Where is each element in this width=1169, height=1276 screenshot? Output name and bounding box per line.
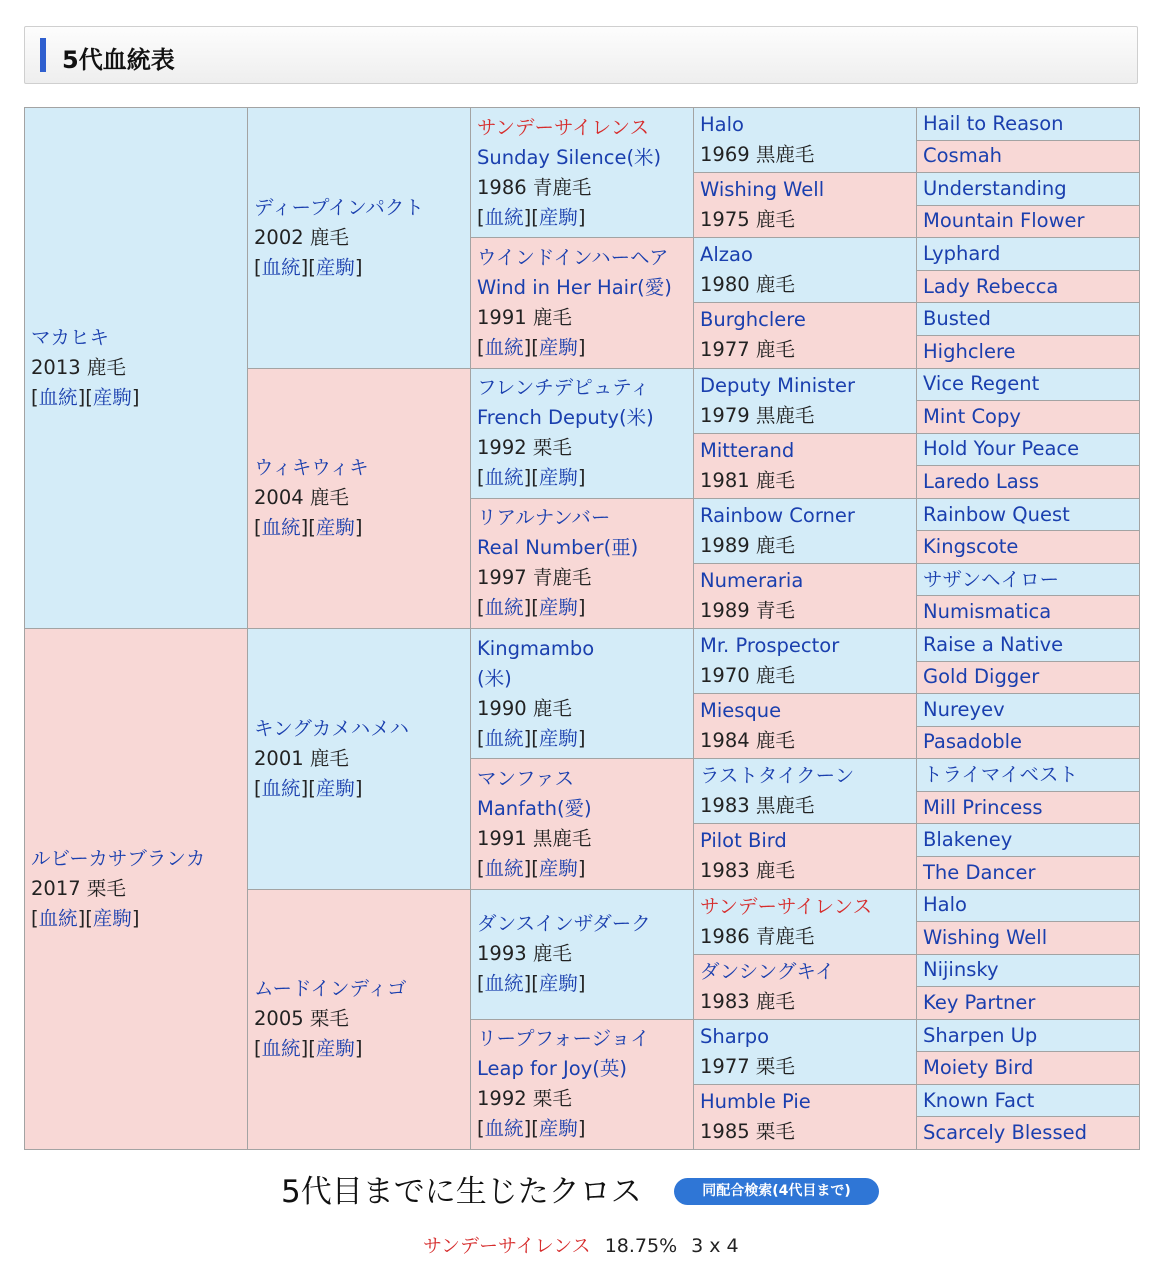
birth-year-coat: 2005 栗毛 bbox=[254, 1007, 349, 1031]
pedigree-links: [血統][産駒] bbox=[477, 856, 586, 880]
horse-name-link[interactable]: Cosmah bbox=[923, 144, 1003, 168]
horse-name-link[interactable]: Known Fact bbox=[923, 1088, 1035, 1112]
horse-name-link[interactable]: Busted bbox=[923, 307, 991, 331]
horse-name-link[interactable]: サンデーサイレンス bbox=[700, 894, 873, 918]
gen4-cell bbox=[694, 108, 917, 173]
horse-name-link[interactable]: Burghclere bbox=[700, 308, 806, 332]
pedigree-link[interactable]: 血統 bbox=[261, 1037, 301, 1061]
pedigree-link[interactable]: 血統 bbox=[261, 516, 301, 540]
gen2-cell bbox=[248, 629, 471, 890]
gen2-cell bbox=[248, 108, 471, 369]
birth-year-coat: 1983 鹿毛 bbox=[700, 989, 795, 1013]
gen4-cell bbox=[694, 759, 917, 824]
horse-english-name-link[interactable]: Manfath(愛) bbox=[477, 796, 592, 820]
gen5-cell bbox=[917, 922, 1140, 955]
pedigree-link[interactable]: 血統 bbox=[261, 776, 301, 800]
birth-year-coat: 1984 鹿毛 bbox=[700, 729, 795, 753]
birth-year-coat: 1991 鹿毛 bbox=[477, 305, 572, 329]
gen5-cell bbox=[917, 954, 1140, 987]
gen3-cell bbox=[471, 889, 694, 1019]
birth-year-coat: 1979 黒鹿毛 bbox=[700, 403, 815, 427]
birth-year-coat: 1981 鹿毛 bbox=[700, 468, 795, 492]
gen5-cell bbox=[917, 563, 1140, 596]
pedigree-link[interactable]: 血統 bbox=[484, 596, 524, 620]
horse-name-link[interactable]: トライマイベスト bbox=[923, 763, 1079, 787]
horse-english-name-link[interactable]: Sunday Silence(米) bbox=[477, 145, 662, 169]
horse-name-link[interactable]: Sharpen Up bbox=[923, 1023, 1038, 1047]
gen5-cell bbox=[917, 856, 1140, 889]
horse-name-link[interactable]: Lyphard bbox=[923, 242, 1001, 266]
horse-name-link[interactable]: キングカメハメハ bbox=[254, 716, 410, 740]
gen4-cell bbox=[694, 433, 917, 498]
horse-name-link[interactable]: Halo bbox=[700, 113, 744, 137]
section-header bbox=[24, 26, 1138, 84]
gen5-cell bbox=[917, 694, 1140, 727]
pedigree-links: [血統][産駒] bbox=[254, 1037, 363, 1061]
gen3-cell bbox=[471, 108, 694, 238]
pedigree-link[interactable]: 血統 bbox=[484, 466, 524, 490]
horse-name-link[interactable]: Wishing Well bbox=[700, 178, 825, 202]
horse-name-link[interactable]: Miesque bbox=[700, 699, 782, 723]
horse-name-link[interactable]: Wishing Well bbox=[923, 925, 1048, 949]
gen2-cell bbox=[248, 368, 471, 629]
gen3-cell bbox=[471, 498, 694, 628]
birth-year-coat: 1991 黒鹿毛 bbox=[477, 826, 592, 850]
gen5-cell bbox=[917, 498, 1140, 531]
horse-name-link[interactable]: Nureyev bbox=[923, 697, 1005, 721]
gen4-cell bbox=[694, 303, 917, 368]
pedigree-links: [血統][産駒] bbox=[477, 466, 586, 490]
pedigree-links: [血統][産駒] bbox=[477, 726, 586, 750]
horse-name-link[interactable]: リープフォージョイ bbox=[477, 1027, 650, 1051]
progeny-link[interactable]: 産駒 bbox=[538, 335, 578, 359]
horse-name-link[interactable]: サザンヘイロー bbox=[923, 567, 1060, 591]
gen5-cell bbox=[917, 1117, 1140, 1150]
birth-year-coat: 2001 鹿毛 bbox=[254, 746, 349, 770]
horse-name-link[interactable]: ウインドインハーヘア bbox=[477, 245, 669, 269]
progeny-link[interactable]: 産駒 bbox=[538, 726, 578, 750]
gen5-cell bbox=[917, 987, 1140, 1020]
gen2-cell bbox=[248, 889, 471, 1150]
gen5-cell bbox=[917, 401, 1140, 434]
gen5-cell bbox=[917, 303, 1140, 336]
birth-year-coat: 1990 鹿毛 bbox=[477, 696, 572, 720]
horse-name-link[interactable]: Mill Princess bbox=[923, 795, 1043, 819]
pedigree-links: [血統][産駒] bbox=[477, 335, 586, 359]
gen4-cell bbox=[694, 629, 917, 694]
horse-name-link[interactable]: Moiety Bird bbox=[923, 1056, 1034, 1080]
horse-name-link[interactable]: ダンシングキイ bbox=[700, 959, 835, 983]
horse-name-link[interactable]: ムードインディゴ bbox=[254, 977, 407, 1001]
header-accent-bar bbox=[40, 38, 46, 72]
cross-item bbox=[423, 1231, 739, 1258]
birth-year-coat: 1986 青鹿毛 bbox=[700, 924, 815, 948]
horse-name-link[interactable]: Rainbow Quest bbox=[923, 502, 1070, 526]
gen5-cell bbox=[917, 205, 1140, 238]
cross-horse-link[interactable]: サンデーサイレンス bbox=[423, 1235, 591, 1257]
gen1-cell bbox=[25, 108, 248, 629]
horse-name-link[interactable]: ラストタイクーン bbox=[700, 764, 855, 788]
birth-year-coat: 1970 鹿毛 bbox=[700, 664, 795, 688]
horse-name-link[interactable]: Mountain Flower bbox=[923, 209, 1085, 233]
horse-name-link[interactable]: フレンチデピュティ bbox=[477, 376, 650, 400]
gen3-cell bbox=[471, 759, 694, 889]
gen4-cell bbox=[694, 498, 917, 563]
horse-english-name-link[interactable]: Wind in Her Hair(愛) bbox=[477, 275, 672, 299]
pedigree-link[interactable]: 血統 bbox=[484, 726, 524, 750]
gen4-cell bbox=[694, 1019, 917, 1084]
horse-name-link[interactable]: Gold Digger bbox=[923, 665, 1040, 689]
pedigree-links: [血統][産駒] bbox=[254, 516, 363, 540]
progeny-link[interactable]: 産駒 bbox=[92, 907, 132, 930]
horse-name-link[interactable]: Hail to Reason bbox=[923, 111, 1064, 135]
gen5-cell bbox=[917, 824, 1140, 857]
gen4-cell bbox=[694, 563, 917, 628]
cross-pattern: 3 x 4 bbox=[691, 1235, 739, 1257]
horse-name-link[interactable]: Vice Regent bbox=[923, 372, 1040, 396]
pedigree-link[interactable]: 血統 bbox=[484, 1117, 524, 1141]
birth-year-coat: 1977 鹿毛 bbox=[700, 338, 795, 362]
horse-name-link[interactable]: Mitterand bbox=[700, 438, 795, 462]
progeny-link[interactable]: 産駒 bbox=[538, 466, 578, 490]
horse-name-link[interactable]: リアルナンバー bbox=[477, 506, 611, 530]
pedigree-table bbox=[24, 107, 1140, 1150]
birth-year-coat: 1989 鹿毛 bbox=[700, 533, 795, 557]
pedigree-link[interactable]: 血統 bbox=[484, 856, 524, 880]
gen4-cell bbox=[694, 173, 917, 238]
gen3-cell bbox=[471, 629, 694, 759]
gen4-cell bbox=[694, 1084, 917, 1149]
gen5-cell bbox=[917, 433, 1140, 466]
horse-name-link[interactable]: Numismatica bbox=[923, 600, 1052, 624]
pedigree-link[interactable]: 血統 bbox=[484, 972, 524, 996]
birth-year-coat: 1983 黒鹿毛 bbox=[700, 794, 815, 818]
horse-name-link[interactable]: サンデーサイレンス bbox=[477, 115, 650, 139]
gen5-cell bbox=[917, 466, 1140, 499]
pedigree-links: [血統][産駒] bbox=[254, 776, 363, 800]
horse-name-link[interactable]: ウィキウィキ bbox=[254, 456, 369, 480]
gen5-cell bbox=[917, 173, 1140, 206]
birth-year-coat: 1983 鹿毛 bbox=[700, 859, 795, 883]
crosses-title: 5代目までに生じたクロス bbox=[281, 1174, 642, 1210]
same-mating-search-button[interactable]: 同配合検索(4代目まで) bbox=[674, 1178, 879, 1205]
horse-name-link[interactable]: Numeraria bbox=[700, 568, 804, 592]
horse-english-name-link[interactable]: Real Number(亜) bbox=[477, 536, 639, 560]
horse-name-link[interactable]: Scarcely Blessed bbox=[923, 1121, 1087, 1145]
gen5-cell bbox=[917, 368, 1140, 401]
gen5-cell bbox=[917, 1084, 1140, 1117]
gen4-cell bbox=[694, 368, 917, 433]
section-title: 5代血統表 bbox=[62, 46, 175, 74]
gen4-cell bbox=[694, 694, 917, 759]
horse-name-link[interactable]: Rainbow Corner bbox=[700, 503, 855, 527]
horse-name-link[interactable]: Raise a Native bbox=[923, 632, 1064, 656]
gen5-cell bbox=[917, 1019, 1140, 1052]
birth-year-coat: 1986 青鹿毛 bbox=[477, 175, 592, 199]
horse-name-link[interactable]: Nijinsky bbox=[923, 958, 999, 982]
birth-year-coat: 2002 鹿毛 bbox=[254, 225, 349, 249]
gen5-cell bbox=[917, 140, 1140, 173]
progeny-link[interactable]: 産駒 bbox=[315, 255, 355, 279]
gen5-cell bbox=[917, 531, 1140, 564]
horse-name-link[interactable]: The Dancer bbox=[923, 860, 1036, 884]
gen1-cell bbox=[25, 629, 248, 1150]
birth-year-coat: 1977 栗毛 bbox=[700, 1054, 795, 1078]
progeny-link[interactable]: 産駒 bbox=[538, 205, 578, 229]
horse-name-link[interactable]: Lady Rebecca bbox=[923, 274, 1059, 298]
progeny-link[interactable]: 産駒 bbox=[315, 516, 355, 540]
horse-name-link[interactable]: Hold Your Peace bbox=[923, 437, 1080, 461]
gen5-cell bbox=[917, 596, 1140, 629]
horse-name-link[interactable]: Kingmambo bbox=[477, 636, 595, 660]
gen5-cell bbox=[917, 791, 1140, 824]
pedigree-link[interactable]: 血統 bbox=[38, 907, 78, 930]
horse-name-link[interactable]: Mr. Prospector bbox=[700, 634, 840, 658]
gen5-cell bbox=[917, 726, 1140, 759]
birth-year-coat: 1985 栗毛 bbox=[700, 1119, 795, 1143]
cross-percent: 18.75% bbox=[604, 1235, 678, 1257]
pedigree-links: [血統][産駒] bbox=[254, 255, 363, 279]
progeny-link[interactable]: 産駒 bbox=[92, 386, 132, 409]
horse-english-name-link[interactable]: French Deputy(米) bbox=[477, 406, 654, 430]
pedigree-links: [血統][産駒] bbox=[477, 972, 586, 996]
horse-name-link[interactable]: Laredo Lass bbox=[923, 469, 1040, 493]
gen5-cell bbox=[917, 270, 1140, 303]
horse-name-link[interactable]: Highclere bbox=[923, 339, 1016, 363]
gen5-cell bbox=[917, 661, 1140, 694]
birth-year-coat: 1989 青毛 bbox=[700, 598, 795, 622]
horse-name-link[interactable]: マカヒキ bbox=[31, 326, 110, 349]
gen4-cell bbox=[694, 824, 917, 889]
horse-name-link[interactable]: Key Partner bbox=[923, 990, 1036, 1014]
horse-name-link[interactable]: Blakeney bbox=[923, 828, 1013, 852]
birth-year-coat: 2004 鹿毛 bbox=[254, 486, 349, 510]
pedigree-link[interactable]: 血統 bbox=[484, 205, 524, 229]
birth-year-coat: 1992 栗毛 bbox=[477, 1087, 572, 1111]
horse-name-link[interactable]: ルビーカサブランカ bbox=[31, 847, 206, 870]
progeny-link[interactable]: 産駒 bbox=[538, 972, 578, 996]
birth-year-coat: 1975 鹿毛 bbox=[700, 208, 795, 232]
horse-name-link[interactable]: Deputy Minister bbox=[700, 373, 855, 397]
birth-year-coat: 1969 黒鹿毛 bbox=[700, 143, 815, 167]
horse-name-link[interactable]: Alzao bbox=[700, 243, 753, 267]
horse-name-link[interactable]: Mint Copy bbox=[923, 404, 1021, 428]
progeny-link[interactable]: 産駒 bbox=[538, 1117, 578, 1141]
gen5-cell bbox=[917, 629, 1140, 662]
gen4-cell bbox=[694, 238, 917, 303]
gen3-cell bbox=[471, 1019, 694, 1149]
gen3-cell bbox=[471, 368, 694, 498]
horse-name-link[interactable]: Kingscote bbox=[923, 535, 1019, 559]
progeny-link[interactable]: 産駒 bbox=[315, 776, 355, 800]
pedigree-links: [血統][産駒] bbox=[477, 596, 586, 620]
gen5-cell bbox=[917, 108, 1140, 141]
gen5-cell bbox=[917, 238, 1140, 271]
birth-year-coat: 2013 鹿毛 bbox=[31, 356, 126, 379]
birth-year-coat: 1993 鹿毛 bbox=[477, 942, 572, 966]
gen5-cell bbox=[917, 889, 1140, 922]
horse-name-link[interactable]: Humble Pie bbox=[700, 1089, 811, 1113]
progeny-link[interactable]: 産駒 bbox=[538, 856, 578, 880]
horse-name-link[interactable]: マンファス bbox=[477, 766, 575, 790]
pedigree-link[interactable]: 血統 bbox=[38, 386, 78, 409]
horse-name-link[interactable]: Sharpo bbox=[700, 1024, 770, 1048]
birth-year-coat: 1992 栗毛 bbox=[477, 436, 572, 460]
pedigree-links: [血統][産駒] bbox=[477, 205, 586, 229]
horse-name-link[interactable]: Halo bbox=[923, 893, 967, 917]
birth-year-coat: 2017 栗毛 bbox=[31, 877, 126, 900]
horse-name-link[interactable]: Pasadoble bbox=[923, 730, 1023, 754]
pedigree-links: [血統][産駒] bbox=[31, 386, 140, 409]
gen4-cell bbox=[694, 954, 917, 1019]
pedigree-link[interactable]: 血統 bbox=[261, 255, 301, 279]
pedigree-link[interactable]: 血統 bbox=[484, 335, 524, 359]
gen4-cell bbox=[694, 889, 917, 954]
gen5-cell bbox=[917, 335, 1140, 368]
gen5-cell bbox=[917, 759, 1140, 792]
horse-name-link[interactable]: Understanding bbox=[923, 176, 1067, 200]
birth-year-coat: 1980 鹿毛 bbox=[700, 273, 795, 297]
gen3-cell bbox=[471, 238, 694, 368]
horse-english-name-link[interactable]: (米) bbox=[477, 666, 512, 690]
horse-name-link[interactable]: ダンスインザダーク bbox=[477, 912, 651, 936]
horse-english-name-link[interactable]: Leap for Joy(英) bbox=[477, 1057, 627, 1081]
progeny-link[interactable]: 産駒 bbox=[315, 1037, 355, 1061]
horse-name-link[interactable]: Pilot Bird bbox=[700, 829, 787, 853]
progeny-link[interactable]: 産駒 bbox=[538, 596, 578, 620]
birth-year-coat: 1997 青鹿毛 bbox=[477, 566, 592, 590]
gen5-cell bbox=[917, 1052, 1140, 1085]
pedigree-links: [血統][産駒] bbox=[31, 907, 140, 930]
horse-name-link[interactable]: ディープインパクト bbox=[254, 195, 424, 219]
pedigree-links: [血統][産駒] bbox=[477, 1117, 586, 1141]
